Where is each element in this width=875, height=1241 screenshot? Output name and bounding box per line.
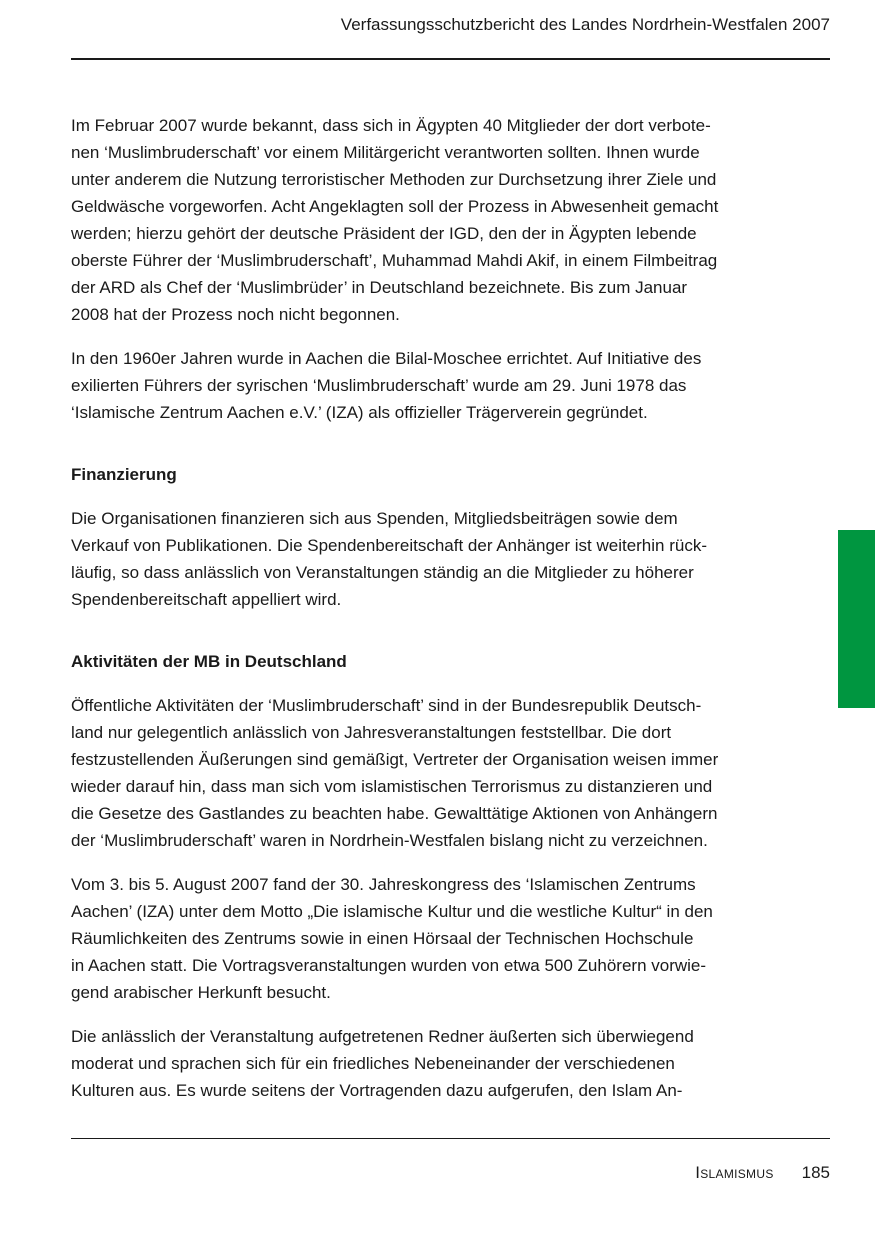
paragraph-bilal-mosque: In den 1960er Jahren wurde in Aachen die Bilal-Moschee errichtet. Auf Initiative des exilierten Führers der syrischen ‘Muslimbruderschaft’ wurde am 29. Juni 1978 das ‘Islamische Zentrum Aachen e.V.’ (IZA) als offizieller Trägerverein gegründet.	[71, 349, 702, 422]
heading-financing: Finanzierung	[71, 465, 177, 484]
footer-rule	[71, 1138, 830, 1139]
chapter-tab-marker	[838, 530, 875, 708]
header-rule	[71, 58, 830, 60]
running-header: Verfassungsschutzbericht des Landes Nordrhein-Westfalen 2007	[340, 15, 830, 34]
page-number: 185	[801, 1163, 830, 1182]
paragraph-speakers: Die anlässlich der Veranstaltung aufgetretenen Redner äußerten sich überwiegend moderat und sprachen sich für ein friedliches Nebeneinander der verschiedenen Kulturen aus. Es wurde seitens der Vortragenden dazu aufgerufen, den Islam An-	[71, 1027, 694, 1100]
page-footer	[695, 1163, 830, 1183]
footer-section-title: Islamismus	[695, 1163, 774, 1182]
heading-activities: Aktivitäten der MB in Deutschland	[71, 652, 347, 671]
paragraph-trial-egypt: Im Februar 2007 wurde bekannt, dass sich in Ägypten 40 Mitglieder der dort verbote- nen ‘Muslimbruderschaft’ vor einem Militärgericht verantworten sollten. Ihnen wurde unter anderem die Nutzung terroristischer Methoden zur Durchsetzung ihrer Ziele und Geldwäsche vorgeworfen. Acht Angeklagten soll der Prozess in Abwesenheit gemacht werden; hierzu gehört der deutsche Präsident der IGD, den der in Ägypten lebende oberste Führer der ‘Muslimbruderschaft’, Muhammad Mahdi Akif, in einem Filmbeitrag der ARD als Chef der ‘Muslimbrüder’ in Deutschland bezeichnete. Bis zum Januar 2008 hat der Prozess noch nicht begonnen.	[71, 116, 719, 324]
paragraph-activities: Öffentliche Aktivitäten der ‘Muslimbruderschaft’ sind in der Bundesrepublik Deutsch- land nur gelegentlich anlässlich von Jahresveranstaltungen feststellbar. Die dort festzustellenden Äußerungen sind gemäßigt, Vertreter der Organisation weisen immer wieder darauf hin, dass man sich vom islamistischen Terrorismus zu distanzieren und die Gesetze des Gastlandes zu beachten habe. Gewalttätige Aktionen von Anhängern der ‘Muslimbruderschaft’ waren in Nordrhein-Westfalen bislang nicht zu verzeichnen.	[71, 696, 719, 850]
paragraph-congress: Vom 3. bis 5. August 2007 fand der 30. Jahreskongress des ‘Islamischen Zentrums Aachen’ (IZA) unter dem Motto „Die islamische Kultur und die westliche Kultur“ in den Räumlichkeiten des Zentrums sowie in einen Hörsaal der Technischen Hochschule in Aachen statt. Die Vortragsveranstaltungen wurden von etwa 500 Zuhörern vorwie- gend arabischer Herkunft besucht.	[71, 875, 713, 1002]
paragraph-financing: Die Organisationen finanzieren sich aus Spenden, Mitgliedsbeiträgen sowie dem Verkauf von Publikationen. Die Spendenbereitschaft der Anhänger ist weiterhin rück- läufig, so dass anlässlich von Veranstaltungen ständig an die Mitglieder zu höherer Spendenbereitschaft appelliert wird.	[71, 509, 707, 609]
page-body	[71, 112, 811, 1104]
